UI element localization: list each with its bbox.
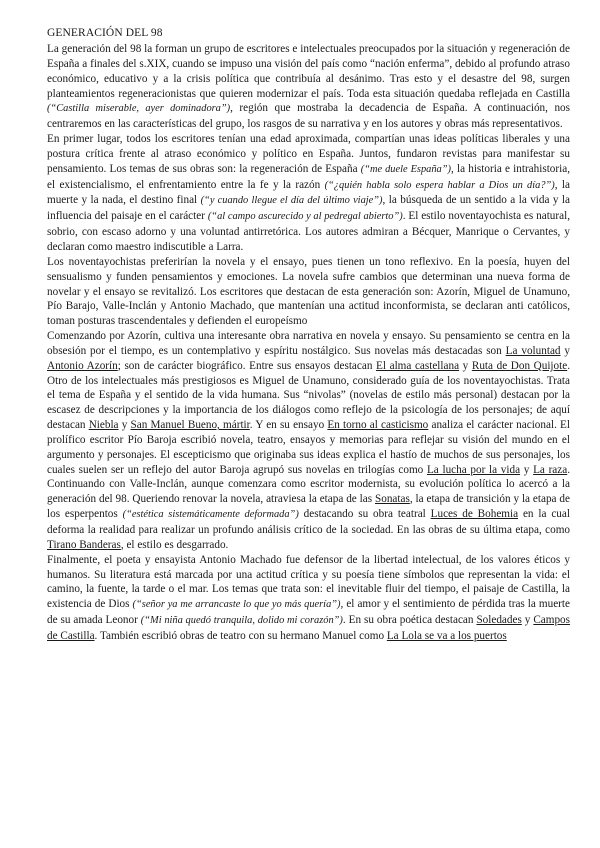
work-title: Sonatas: [375, 493, 410, 506]
text-run: destacando su obra teatral: [298, 508, 431, 521]
work-title: Soledades: [476, 614, 522, 627]
text-run: , la historia e intrahistoria, el existencialismo, el enfrentamiento entre la fe y la razón: [47, 162, 570, 191]
quotation: (“estética sistemáticamente deformada”): [122, 509, 299, 521]
quotation: (“Castilla miserable, ayer dominadora”): [47, 103, 231, 115]
text-run: , la búsqueda de un sentido a la vida y la influencia del paisaje en el carácter: [47, 194, 571, 223]
work-title: Niebla: [88, 419, 119, 432]
text-run: y: [520, 463, 534, 476]
quotation: (“señor ya me arrancaste lo que yo más quería”): [132, 599, 341, 611]
work-title: En torno al casticismo: [327, 419, 429, 432]
text-run: . En su obra poética destacan: [342, 614, 477, 627]
document-title: GENERACIÓN DEL 98: [47, 27, 163, 39]
text-run: La generación del 98 la forman un grupo de escritores e intelectuales preocupados por la situación y regeneración de España a finales del s.XIX, cuando se impuso una visión del país como “nación enferma”, debido al profundo atraso económico, educativo y a la crisis política que contribuía al desánimo. Tras esto y el desastre del 98, surgen planteamientos regeneracionistas que quieren modernizar el país. Toda esta situación quedaba reflejada en Castilla: [47, 43, 570, 100]
text-run: . Otro de los intelectuales más prestigiosos es Miguel de Unamuno, considerado guía de los noventayochistas. Trata el tema de España y el sentido de la vida humana. Sus “nivolas” (novelas de estilo más personal) destacan por la escasez de descripciones y la importancia de los diálogos como reflejo de la psicología de los personajes; de aquí destacan: [47, 359, 571, 432]
text-run: . Continuando con Valle-Inclán, aunque comenzara como escritor modernista, su evolución política lo acercó a la generación del 98. Queriendo renovar la novela, atraviesa la etapa de las: [47, 463, 571, 506]
text-run: y: [560, 344, 571, 357]
work-title: Campos de Castilla: [47, 614, 570, 642]
work-title: Luces de Bohemia: [430, 508, 519, 521]
work-title: San Manuel Bueno, mártir: [130, 419, 250, 432]
quotation: (“¿quién habla solo espera hablar a Dios un día?”): [324, 179, 555, 191]
quotation: (“y cuando llegue el día del último viaje”): [200, 195, 383, 207]
quotation: (“al campo ascurecido y al pedregal abierto”): [207, 211, 403, 223]
document-body: [47, 42, 570, 644]
paragraph-2: [47, 132, 570, 255]
text-run: . Y en su ensayo: [249, 419, 328, 432]
work-title: La Lola se va a los puertos: [386, 629, 507, 642]
work-title: La voluntad: [505, 344, 561, 357]
paragraph-4: [47, 329, 570, 553]
paragraph-1: [47, 42, 570, 132]
text-run: en la cual deforma la realidad para realizar un profundo análisis crítico de la sociedad. En las obras de su última etapa, como: [47, 508, 570, 536]
work-title: La lucha por la vida: [426, 463, 521, 476]
text-run: , región que mostraba la decadencia de España. A continuación, nos centraremos en las características del grupo, los rasgos de su narrativa y en los autores y obras más representativos.: [47, 102, 570, 131]
text-run: y: [521, 614, 534, 627]
text-run: . También escribió obras de teatro con su hermano Manuel como: [94, 629, 387, 642]
work-title: El alma castellana: [376, 359, 460, 372]
quotation: (“me duele España”): [360, 163, 451, 175]
text-run: analiza el carácter nacional. El prolífico escritor Pío Baroja escribió novela, teatro, ensayos y memorias para reflejar su visión del mundo en el argumento y personajes. El escepticismo que originaba sus ideas explica el hastío de muchos de sus personajes, los cuales suelen ser un reflejo del autor Baroja agrupó sus novelas en trilogías como: [47, 419, 571, 476]
text-run: ; son de carácter biográfico. Entre sus ensayos destacan: [117, 359, 377, 372]
text-run: , la etapa de transición y la etapa de los esperpentos: [47, 493, 570, 521]
work-title: La raza: [533, 463, 568, 476]
quotation: (“Mi niña quedó tranquila, dolido mi corazón”): [140, 615, 343, 627]
text-run: Comenzando por Azorín, cultiva una interesante obra narrativa en novela y ensayo. Su pensamiento se centra en la obsesión por el tiempo, es un contemplativo y espíritu nostálgico. Sus novelas más destacadas son: [47, 330, 570, 357]
text-run: y: [459, 359, 472, 372]
paragraph-5: [47, 553, 570, 644]
text-run: . El estilo noventayochista es natural, sobrio, con escaso adorno y una voluntad antirretórica. Los autores admiran a Bécquer, Manrique o Cervantes, y declaran como maestro indiscutible a Larra.: [47, 210, 571, 253]
text-run: , el estilo es desgarrado.: [120, 538, 229, 551]
work-title: Ruta de Don Quijote: [471, 359, 568, 372]
text-run: Los noventayochistas preferirían la novela y el ensayo, pues tienen un tono reflexivo. En la poesía, huyen del sensualismo y funden pensamientos y emociones. La novela sufre cambios que determinan una nueva forma de novelar y el ensayo se revitalizó. Los escritores que destacan de esta generación son: Azorín, Miguel de Unamuno, Pío Barajo, Valle-Inclán y Antonio Machado, que mantenían una actitud inconformista, se declaran anti católicos, toman posturas trascendentales y defienden el europeísmo: [47, 255, 570, 328]
text-run: , la muerte y la nada, el destino final: [47, 178, 571, 207]
text-run: Finalmente, el poeta y ensayista Antonio Machado fue defensor de la libertad intelectual, de los valores éticos y humanos. Su literatura está marcada por una actitud crítica y su poesía tiene símbolos que representan la vida: el camino, la fuente, la tarde o el mar. Los temas que trata son: el inevitable fluir del tiempo, el paisaje de Castilla, la existencia de Dios: [47, 553, 570, 611]
paragraph-3: [47, 255, 570, 329]
text-run: y: [118, 419, 131, 432]
work-title: Antonio Azorín: [47, 359, 118, 372]
text-run: , el amor y el sentimiento de pérdida tras la muerte de su amada Leonor: [47, 598, 570, 627]
work-title: Tirano Banderas: [47, 538, 121, 551]
text-run: En primer lugar, todos los escritores tenían una edad aproximada, compartían unas ideas políticas liberales y una postura crítica frente al atraso económico y político en España. Juntos, fundaron revistas para manifestar su pensamiento. Los temas de sus obras son: la regeneración de España: [47, 133, 570, 175]
